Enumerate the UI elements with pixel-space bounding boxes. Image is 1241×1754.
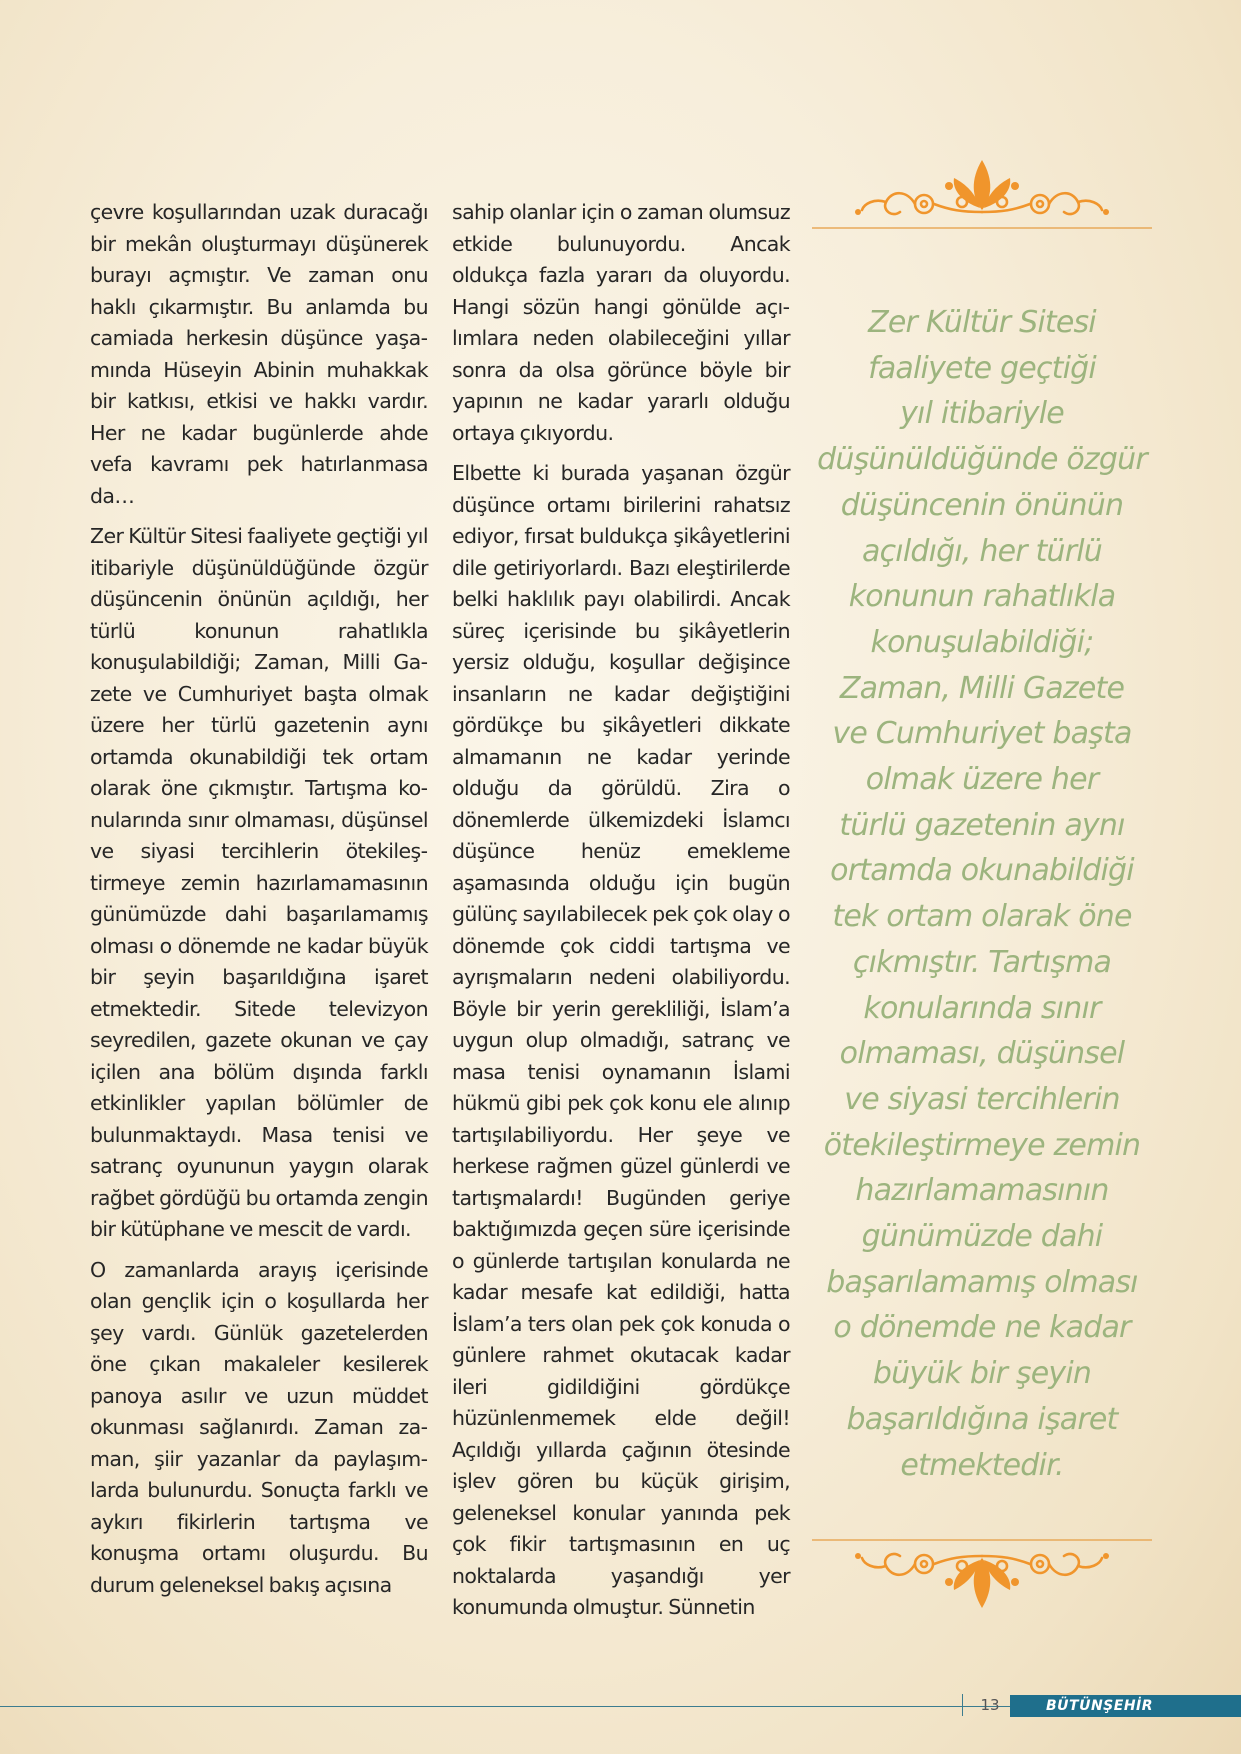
pull-quote-line: olmak üzere her — [865, 762, 1099, 798]
pull-quote-line: günümüzde dahi — [861, 1219, 1103, 1255]
magazine-brand: BÜTÜNŞEHİR — [1046, 1698, 1154, 1714]
pull-quote-line: türlü gazetenin aynı — [839, 807, 1125, 843]
paragraph: çevre koşullarından uzak duracağı bir mekân oluşturmayı düşünerek burayı açmıştır. Ve zaman onu haklı çıkarmıştır. Bu anlamda bu camiada herkesin düşünce yaşamında Hüseyin Abinin muhakkak bir katkısı, etkisi ve hakkı vardır. Her ne kadar bugünlerde ahde vefa kavramı pek hatırlanmasa da… — [90, 200, 428, 508]
pull-quote-line: çıkmıştır. Tartışma — [852, 944, 1112, 980]
pull-quote-line: etmektedir. — [900, 1447, 1064, 1483]
magazine-brand-bar — [1010, 1695, 1241, 1717]
pull-quote-line: başarılamamış olması — [826, 1264, 1138, 1300]
pull-quote-line: konuşulabildiği; — [870, 624, 1094, 660]
pull-quote-line: açıldığı, her türlü — [862, 533, 1102, 569]
pull-quote-line: ve Cumhuriyet başta — [832, 716, 1132, 752]
pull-quote-line: o dönemde ne kadar — [833, 1310, 1131, 1346]
paragraph: Zer Kültür Sitesi faaliyete geçtiği yıl itibariyle düşünüldüğünde özgür düşüncenin önünün açıldığı, her türlü konunun rahatlıkla konuşulabildiği; Zaman, Milli Gazete ve Cumhuriyet başta olmak üzere her türlü gazetenin aynı ortamda okunabildiği tek ortam olarak öne çıkmıştır. Tartışma konularında sınır olmaması, düşünsel ve siyasi tercihlerin ötekileştirmeye zemin hazırlamamasının günümüzde dahi başarılamamış olması o dönemde ne kadar büyük bir şeyin başarıldığına işaret etmektedir. Sitede televizyon seyredilen, gazete okunan ve çay içilen ana bölüm dışında farklı etkinlikler yapılan bölümler de bulunmaktaydı. Masa tenisi ve satranç oyununun yaygın olarak rağbet gördüğü bu ortamda zengin bir kütüphane ve mescit de vardı. — [90, 524, 428, 1241]
pull-quote-line: düşünüldüğünde özgür — [817, 442, 1147, 478]
pull-quote-line: yıl itibariyle — [900, 396, 1064, 432]
article-middle-column — [452, 197, 790, 1633]
pull-quote-line: faaliyete geçtiği — [868, 350, 1096, 386]
pull-quote-line: Zaman, Milli Gazete — [839, 670, 1125, 706]
paragraph: sahip olanlar için o zaman olumsuz etkide bulunuyordu. Ancak oldukça fazla yararı da oluyordu. Hangi sözün hangi gönülde açılımlara neden olabileceğini yıllar sonra da olsa görünce böyle bir yapının ne kadar yararlı olduğu ortaya çıkıyordu. — [452, 200, 790, 445]
floral-divider-icon — [812, 150, 1152, 230]
paragraph: O zamanlarda arayış içerisinde olan gençlik için o koşullarda her şey vardı. Günlük gazetelerden öne çıkan makaleler kesilerek panoya asılır ve uzun müddet okunması sağlanırdı. Zaman zaman, şiir yazanlar da paylaşımlarda bulunurdu. Sonuçta farklı ve aykırı fikirlerin tartışma ve konuşma ortamı oluşurdu. Bu durum geleneksel bakış açısına — [90, 1257, 428, 1597]
pull-quote-line: olmaması, düşünsel — [839, 1036, 1125, 1072]
pull-quote-line: ve siyasi tercihlerin — [844, 1081, 1120, 1117]
page-number: 13 — [980, 1696, 1000, 1714]
pull-quote-line: ötekileştirmeye zemin — [823, 1127, 1141, 1163]
pull-quote — [812, 300, 1152, 1488]
paragraph: Elbette ki burada yaşanan özgür düşünce ortamı birilerini rahatsız ediyor, fırsat buldukça şikâyetlerini dile getiriyorlardı. Bazı eleştirilerde belki haklılık payı olabilirdi. Ancak süreç içerisinde bu şikâyetlerin yersiz olduğu, koşullar değişince insanların ne kadar değiştiğini gördükçe bu şikâyetleri dikkate almamanın ne kadar yerinde olduğu da görüldü. Zira o dönemlerde ülkemizdeki İslamcı düşünce henüz emekleme aşamasında olduğu için bugün gülünç sayılabilecek pek çok olay o dönemde çok ciddi tartışma ve ayrışmaların nedeni olabiliyordu. Böyle bir yerin gerekliliği, İslam’a uygun olup olmadığı, satranç ve masa tenisi oynamanın İslami hükmü gibi pek çok konu ele alınıp tartışılabiliyordu. Her şeye ve herkese rağmen güzel günlerdi ve tartışmalardı! Bugünden geriye baktığımızda geçen süre içerisinde o günlerde tartışılan konularda ne kadar mesafe kat edildiği, hatta İslam’a ters olan pek çok konuda o günlere rahmet okutacak kadar ileri gidildiğini gördükçe hüzünlenmemek elde değil! Açıldığı yıllarda çağının ötesinde işlev gören bu küçük girişim, geleneksel konular yanında pek çok fikir tartışmasının en uç noktalarda yaşandığı yer konumunda olmuştur. Sünnetin — [452, 461, 790, 1619]
pull-quote-line: Zer Kültür Sitesi — [868, 305, 1096, 340]
article-left-column — [90, 197, 428, 1610]
pull-quote-line: konularında sınır — [863, 990, 1101, 1026]
footer-divider — [962, 1694, 963, 1716]
pull-quote-line: büyük bir şeyin — [872, 1356, 1092, 1392]
floral-divider-icon — [812, 1538, 1152, 1618]
pull-quote-line: düşüncenin önünün — [840, 487, 1124, 523]
pull-quote-line: tek ortam olarak öne — [832, 899, 1132, 935]
pull-quote-line: ortamda okunabildiği — [830, 853, 1134, 889]
pull-quote-line: başarıldığına işaret — [846, 1401, 1118, 1437]
pull-quote-line: konunun rahatlıkla — [848, 579, 1116, 615]
pull-quote-line: hazırlamamasının — [855, 1173, 1109, 1209]
